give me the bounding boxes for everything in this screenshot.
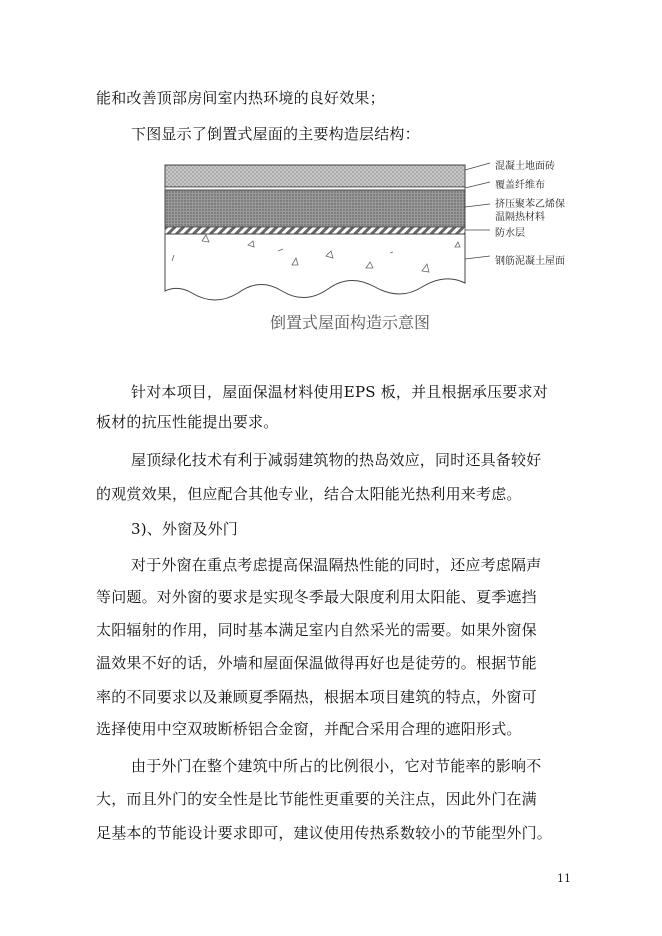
paragraph-line: 足基本的节能设计要求即可，建议使用传热系数较小的节能型外门。	[96, 824, 553, 842]
layer-label: 温隔热材料	[495, 212, 545, 223]
paragraph-line: 率的不同要求以及兼顾夏季隔热，根据本项目建筑的特点，外窗可	[96, 688, 537, 706]
paragraph-line: 大，而且外门的安全性是比节能性更重要的关注点，因此外门在满	[96, 790, 537, 808]
concrete-slab	[165, 234, 465, 300]
section-heading: 3)、外窗及外门	[131, 520, 238, 538]
page-number: 11	[557, 872, 571, 885]
layer-label: 挤压聚苯乙烯保	[495, 199, 565, 210]
paragraph-line: 针对本项目，屋面保温材料使用EPS 板，并且根据承压要求对	[131, 383, 548, 401]
paragraph-line: 板材的抗压性能提出要求。	[96, 413, 279, 431]
inverted-roof-diagram	[160, 155, 500, 315]
waterproof-layer	[165, 227, 465, 234]
paragraph-line: 屋顶绿化技术有利于减弱建筑物的热岛效应，同时还具备较好	[131, 451, 542, 469]
layer-label: 混凝土地面砖	[495, 161, 555, 172]
tile-layer	[165, 165, 465, 187]
paragraph-line: 太阳辐射的作用，同时基本满足室内自然采光的需要。如果外窗保	[96, 621, 537, 639]
figure-intro: 下图显示了倒置式屋面的主要构造层结构：	[131, 125, 420, 143]
paragraph-line: 由于外门在整个建筑中所占的比例很小，它对节能率的影响不	[131, 757, 542, 775]
paragraph-line: 温效果不好的话，外墙和屋面保温做得再好也是徒劳的。根据节能	[96, 654, 537, 672]
insulation-layer	[165, 190, 465, 227]
paragraph-line: 选择使用中空双玻断桥铝合金窗，并配合采用合理的遮阳形式。	[96, 720, 522, 738]
paragraph-line: 能和改善顶部房间室内热环境的良好效果；	[96, 89, 385, 107]
paragraph-line: 的观赏效果，但应配合其他专业，结合太阳能光热利用来考虑。	[96, 485, 522, 503]
paragraph-line: 对于外窗在重点考虑提高保温隔热性能的同时，还应考虑隔声	[131, 556, 542, 574]
paragraph-line: 等问题。对外窗的要求是实现冬季最大限度利用太阳能、夏季遮挡	[96, 588, 537, 606]
layer-label: 防水层	[495, 228, 525, 239]
layer-label: 覆盖纤维布	[495, 180, 545, 191]
figure-caption: 倒置式屋面构造示意图	[270, 313, 431, 332]
layer-label: 钢筋泥凝土屋面	[495, 256, 565, 267]
